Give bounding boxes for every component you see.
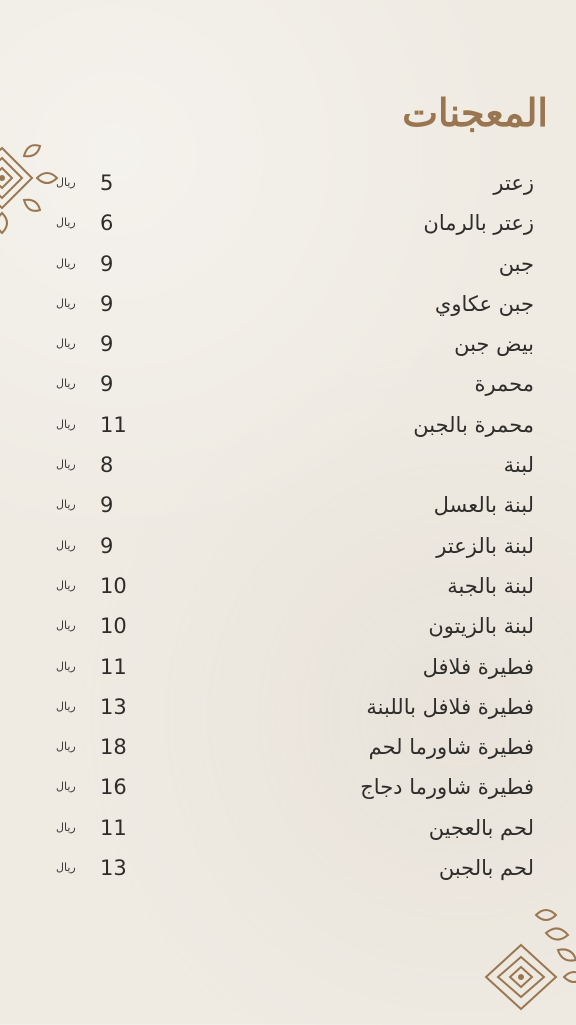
menu-item bbox=[0, 405, 576, 445]
menu-item bbox=[0, 244, 576, 284]
menu-item-name: لحم بالعجين bbox=[428, 815, 534, 840]
menu-item bbox=[0, 848, 576, 888]
page-title: المعجنات bbox=[402, 90, 548, 135]
menu-item bbox=[0, 445, 576, 485]
menu-item-price: 9 bbox=[100, 533, 114, 558]
menu-item bbox=[0, 808, 576, 848]
currency-label: ريال bbox=[56, 176, 76, 189]
menu-item-name: فطيرة شاورما لحم bbox=[368, 735, 534, 760]
currency-label: ريال bbox=[56, 256, 76, 270]
currency-label: ريال bbox=[56, 498, 76, 512]
menu-item-name: محمرة بالجبن bbox=[413, 412, 534, 437]
menu-item-price: 13 bbox=[100, 856, 127, 881]
currency-label: ريال bbox=[56, 216, 76, 230]
menu-item-price: 9 bbox=[100, 493, 114, 518]
menu-list bbox=[0, 163, 576, 888]
currency-label: ريال bbox=[56, 578, 76, 592]
currency-label: ريال bbox=[56, 538, 76, 552]
menu-item-name: جبن عكاوي bbox=[434, 291, 534, 316]
currency-label: ريال bbox=[56, 458, 76, 472]
currency-label: ريال bbox=[56, 659, 76, 673]
menu-item bbox=[0, 687, 576, 727]
menu-item bbox=[0, 485, 576, 525]
menu-item bbox=[0, 163, 576, 203]
menu-item-name: محمرة bbox=[474, 372, 534, 397]
currency-label: ريال bbox=[56, 740, 76, 754]
menu-item bbox=[0, 203, 576, 243]
menu-item-name: فطيرة فلافل bbox=[422, 654, 534, 679]
currency-label: ريال bbox=[56, 296, 76, 310]
menu-item bbox=[0, 324, 576, 364]
menu-item-name: زعتر بالرمان bbox=[423, 211, 534, 236]
currency-label: ريال bbox=[56, 377, 76, 391]
menu-item-price: 18 bbox=[100, 735, 127, 760]
menu-item bbox=[0, 566, 576, 606]
menu-item-price: 11 bbox=[100, 654, 127, 679]
menu-item bbox=[0, 606, 576, 646]
menu-item-name: لبنة بالجبة bbox=[447, 573, 534, 598]
menu-item-name: فطيرة فلافل باللبنة bbox=[366, 694, 534, 719]
menu-item-price: 11 bbox=[100, 815, 127, 840]
menu-item-price: 9 bbox=[100, 372, 114, 397]
menu-item-name: جبن bbox=[498, 251, 534, 276]
menu-item bbox=[0, 767, 576, 807]
menu-item-price: 5 bbox=[100, 171, 114, 195]
menu-item-name: بيض جبن bbox=[454, 332, 534, 357]
menu-item-price: 13 bbox=[100, 694, 127, 719]
menu-item-name: فطيرة شاورما دجاج bbox=[360, 775, 534, 800]
menu-item-price: 8 bbox=[100, 453, 114, 478]
currency-label: ريال bbox=[56, 699, 76, 713]
menu-item bbox=[0, 727, 576, 767]
currency-label: ريال bbox=[56, 780, 76, 794]
menu-item-price: 10 bbox=[100, 573, 127, 598]
currency-label: ريال bbox=[56, 820, 76, 834]
menu-item bbox=[0, 364, 576, 404]
menu-item-name: لحم بالجبن bbox=[438, 856, 534, 881]
menu-item-name: لبنة بالعسل bbox=[433, 493, 534, 518]
menu-item-price: 9 bbox=[100, 332, 114, 357]
currency-label: ريال bbox=[56, 861, 76, 875]
menu-item-name: لبنة بالزعتر bbox=[436, 533, 534, 558]
menu-item-price: 10 bbox=[100, 614, 127, 639]
menu-item bbox=[0, 284, 576, 324]
menu-item-name: لبنة بالزيتون bbox=[428, 614, 534, 639]
menu-item-price: 11 bbox=[100, 412, 127, 437]
menu-item-price: 16 bbox=[100, 775, 127, 800]
menu-item-name: زعتر bbox=[493, 171, 534, 195]
menu-item-name: لبنة bbox=[503, 453, 534, 478]
menu-item bbox=[0, 526, 576, 566]
currency-label: ريال bbox=[56, 619, 76, 633]
menu-item-price: 9 bbox=[100, 291, 114, 316]
arabesque-ornament-icon bbox=[476, 905, 576, 1025]
menu-item-price: 6 bbox=[100, 211, 114, 236]
currency-label: ريال bbox=[56, 417, 76, 431]
menu-item-price: 9 bbox=[100, 251, 114, 276]
currency-label: ريال bbox=[56, 337, 76, 351]
menu-item bbox=[0, 647, 576, 687]
